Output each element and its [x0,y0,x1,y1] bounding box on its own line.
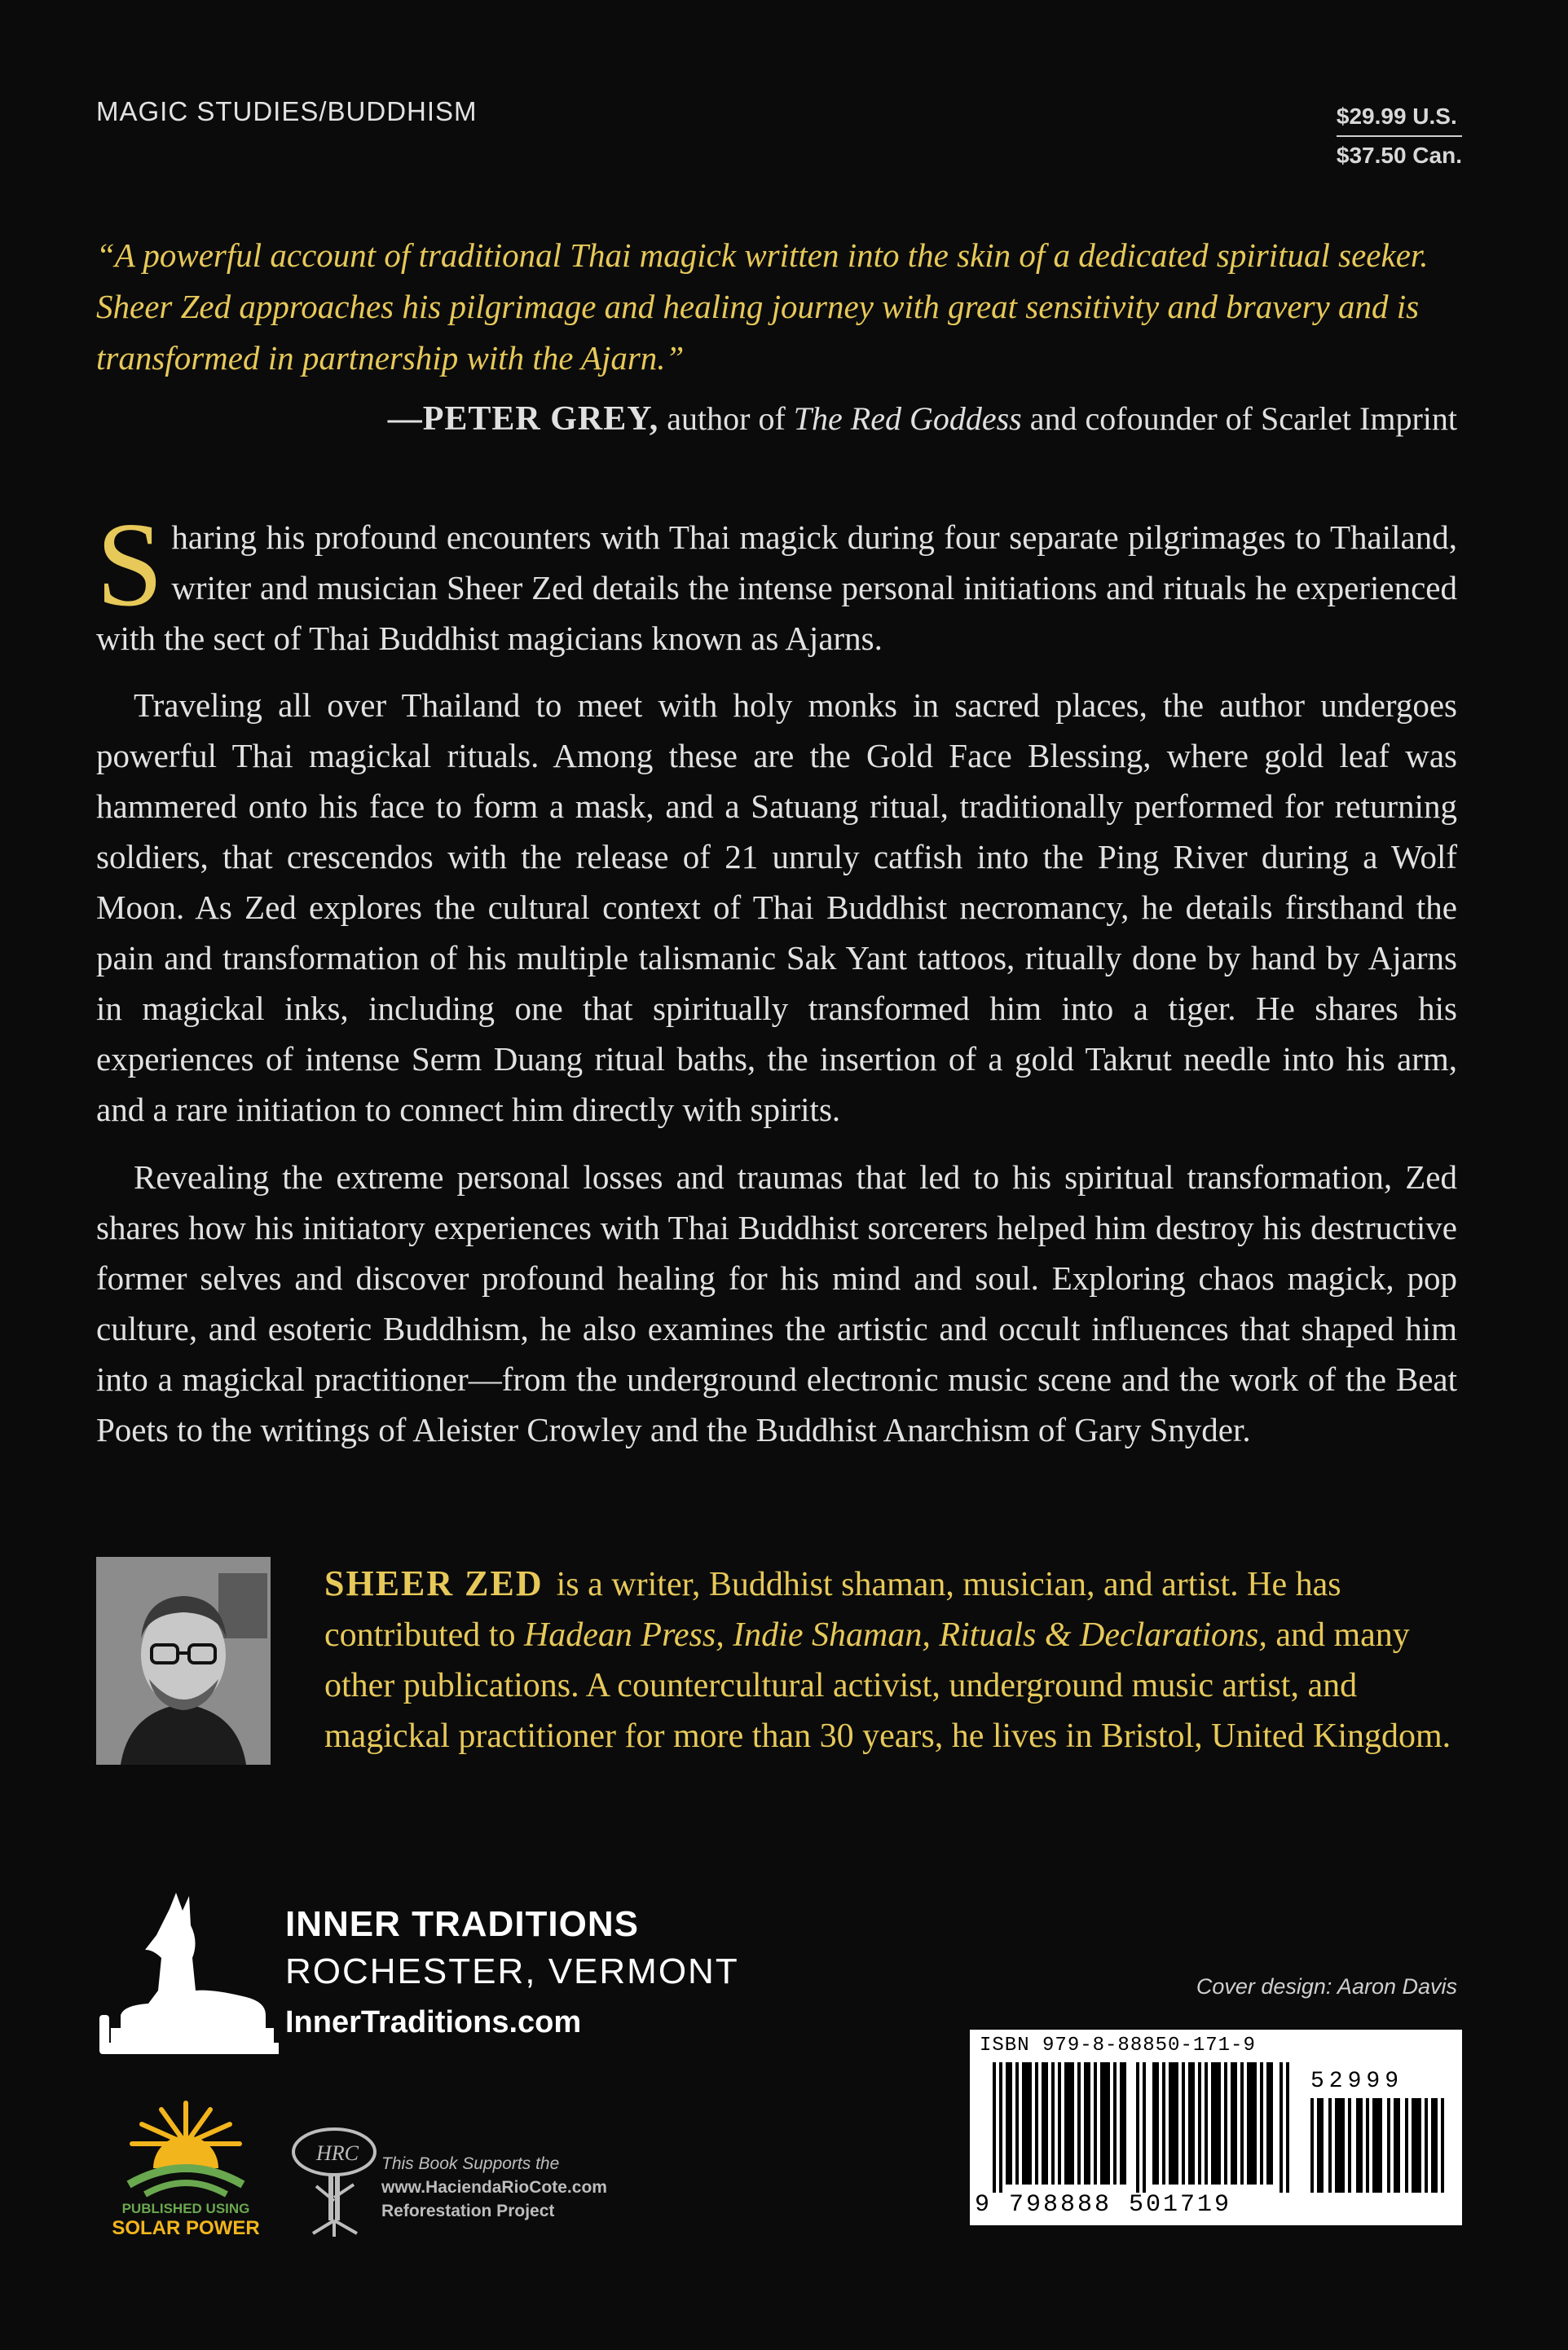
publisher-block [285,1901,739,2049]
hrc-line-3: Reforestation Project [381,2202,555,2220]
author-bio-text-a: is a writer, Buddhist shaman, musician, and artist. He has contributed to [324,1566,1341,1654]
hrc-caption [381,2152,607,2223]
solar-line-2: SOLAR POWER [112,2217,260,2239]
author-bio-text-b: and many other publications. A countercultural activist, underground music artist, and magickal practitioner for more than 30 years, he lives in Bristol, United Kingdom. [324,1616,1451,1755]
svg-text:HRC: HRC [316,2141,359,2165]
drop-cap: S [96,498,164,632]
endorsement-quote: “A powerful account of traditional Thai magick written into the skin of a dedicated spiritual seeker. Sheer Zed approaches his pilgrimage and healing journey with great sensitivity and bravery and is transformed in partnership with the Ajarn.” [96,236,1429,377]
publisher-website[interactable]: InnerTraditions.com [285,2005,582,2039]
quote-author-name: —PETER GREY, [387,400,659,438]
cover-design-credit: Cover design: Aaron Davis [1196,1974,1457,1999]
description-paragraph-3: Revealing the extreme personal losses and traumas that led to his spiritual transformation, Zed shares how his initiatory experiences with Thai Buddhist sorcerers helped him destroy his destructive former selves and discover profound healing for his mind and soul. Exploring chaos magick, pop culture, and esoteric Buddhism, he also examines the artistic and occult influences that shaped him into a magickal practitioner—from the underground electronic music scene and the work of the Beat Poets to the writings of Aleister Crowley and the Buddhist Anarchism of Gary Snyder. [96,1158,1457,1448]
quote-attribution-pre: author of [658,400,794,437]
isbn-barcode [970,2030,1462,2225]
price-divider [1337,135,1462,137]
isbn-text: ISBN 979-8-88850-171-9 [980,2035,1256,2057]
solar-power-caption [96,2201,275,2240]
quote-attribution [388,399,1457,439]
price-can: $37.50 Can. [1336,143,1462,168]
description-paragraph-2: Traveling all over Thailand to meet with holy monks in sacred places, the author undergoes powerful Thai magickal rituals. Among these are the Gold Face Blessing, where gold leaf was hammered onto his face to form a mask, and a Satuang ritual, traditionally performed for returning soldiers, that crescendos with the release of 21 unruly catfish into the Ping River during a Wolf Moon. As Zed explores the cultural context of Thai Buddhist necromancy, he details firsthand the pain and transformation of his multiple talismanic Sak Yant tattoos, ritually done by hand by Ajarns in magickal inks, including one that spiritually transformed him into a tiger. He shares his experiences of intense Serm Duang ritual baths, the insertion of a gold Takrut needle into his arm, and a rare initiation to connect him directly with spirits. [96,686,1457,1128]
hrc-line-1: This Book Supports the [381,2154,560,2173]
quote-book-title: The Red Goddess [793,400,1022,437]
category-label: MAGIC STUDIES/BUDDHISM [96,96,478,126]
publisher-location: ROCHESTER, VERMONT [285,1951,739,1991]
ean-barcode-bars [993,2062,1302,2193]
author-photo [96,1557,271,1765]
ean-digits: 9 798888 501719 [975,2191,1232,2219]
author-publications: Hadean Press, Indie Shaman, Rituals & Declarations, [523,1616,1267,1654]
hrc-line-2[interactable]: www.HaciendaRioCote.com [381,2178,607,2197]
paragraph-1-text: haring his profound encounters with Thai magick during four separate pilgrimages to Thailand, writer and musician Sheer Zed details the intense personal initiations and rituals he experienced with the sect of Thai Buddhist magicians known as Ajarns. [96,518,1457,657]
solar-line-1: PUBLISHED USING [121,2201,250,2216]
author-bio [324,1559,1459,1761]
price-barcode-bars [1310,2098,1449,2193]
price-code: 52999 [1310,2069,1404,2094]
price-block [1337,99,1462,173]
anubis-logo-icon [91,1893,279,2056]
author-name: SHEER ZED [324,1563,544,1603]
price-us: $29.99 U.S. [1336,104,1457,129]
description-paragraph-1 [96,498,1457,664]
publisher-name: INNER TRADITIONS [285,1904,639,1944]
quote-attribution-post: and cofounder of Scarlet Imprint [1021,400,1457,437]
